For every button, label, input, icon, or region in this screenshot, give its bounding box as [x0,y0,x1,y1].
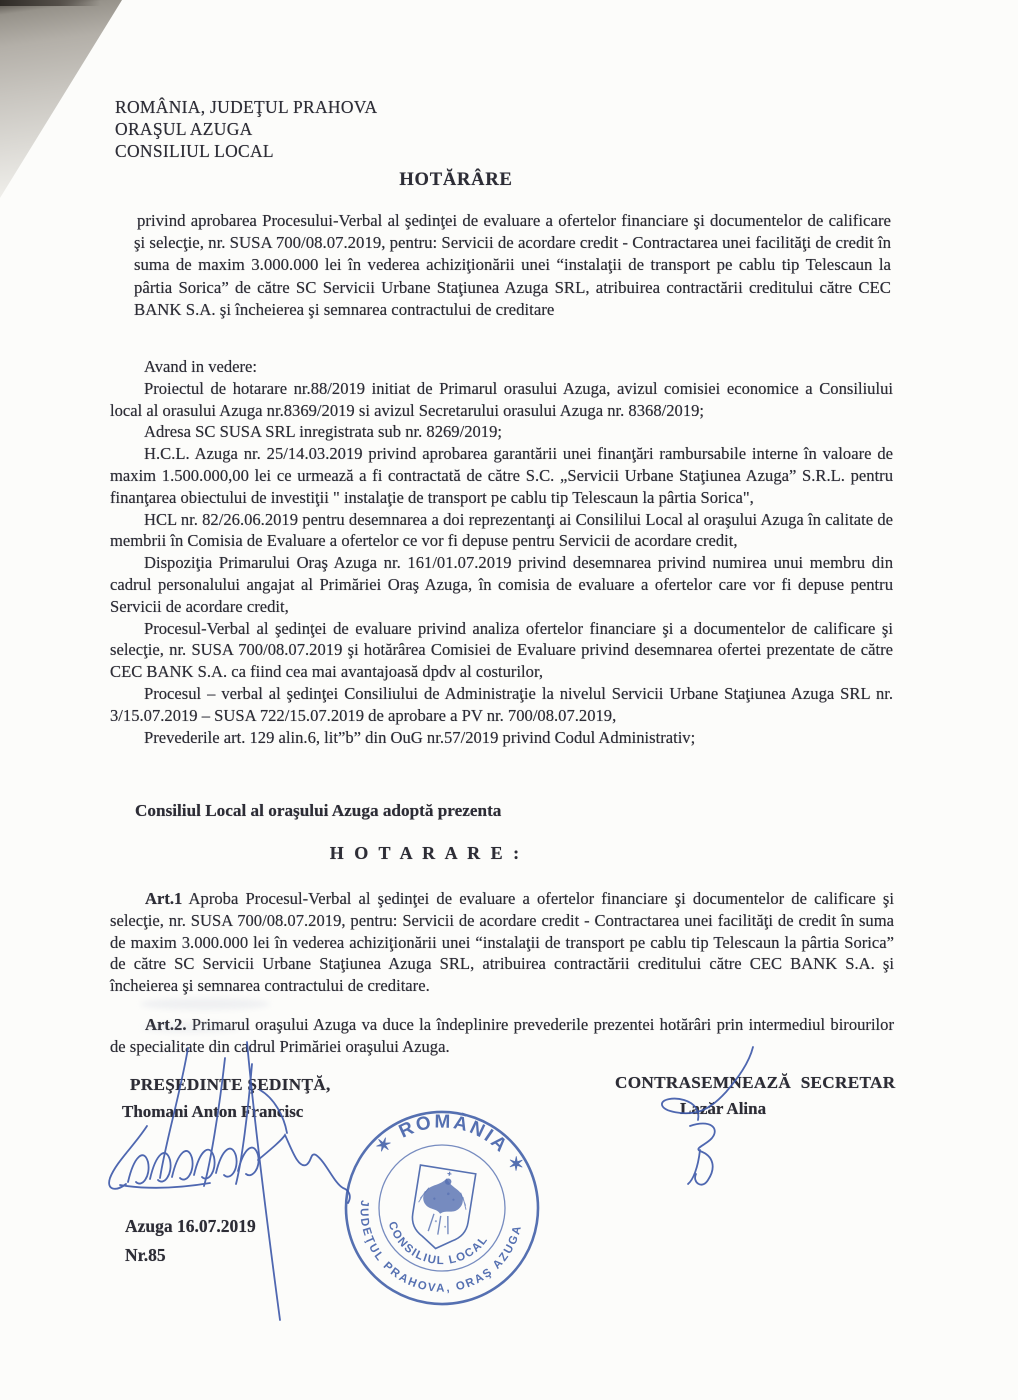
recital-item: HCL nr. 82/26.06.2019 pentru desemnarea a doi reprezentanţi ai Consililui Local al oraşului Azuga în calitate de membrii în Comisia de Evaluare a ofertelor ce vor fi depuse pentru Servicii de acordare credit, [110,509,893,551]
document-header [115,96,377,162]
president-name: Thomani Anton Francisc [122,1102,304,1121]
adoption-line: Consiliul Local al oraşului Azuga adoptă prezenta [135,801,502,820]
article-2 [110,1014,894,1058]
recital-item: Procesul-Verbal al şedinţei de evaluare privind analiza ofertelor financiare şi a documentelor de calificare şi selecţie, nr. SUSA 700/08.07.2019 şi hotărârea Comisiei de Evaluare privind desemnarea ofertei prezentate de către CEC BANK S.A. ca fiind cea mai avantajoasă dpdv al costurilor, [110,618,893,682]
recital-item: Dispoziţia Primarului Oraş Azuga nr. 161/01.07.2019 privind desemnarea privind numirea unui membru din cadrul personalului angajat al Primăriei Oraş Azuga, în comisia de evaluare a ofertelor care vor fi depuse pentru Servicii de acordare credit, [110,553,893,616]
secretary-role-label: CONTRASEMNEAZĂ SECRETAR [615,1073,896,1092]
president-role-label: PREŞEDINTE ŞEDINŢĂ, [130,1075,331,1094]
page-corner-fold [0,0,122,198]
page-corner-dark-edge [0,0,100,6]
header-line-city: ORAŞUL AZUGA [115,119,253,139]
recitals-intro: Avand in vedere: [144,357,258,376]
scan-smudge [142,1022,242,1033]
decision-heading: H O T A R A R E : [329,843,523,863]
document-subtitle: privind aprobarea Procesului-Verbal al şedinţei de evaluare a ofertelor financiare şi documentelor de calificare şi selecţie, nr. SUSA 700/08.07.2019, pentru: Servicii de acordare credit - Contractarea unei facilităţi de credit în suma de maxim 3.000.000 lei în vederea achiziţionării unei “instalaţii de transport pe cablu tip Telescaun la pârtia Sorica” de către SC Servicii Urbane Staţiunea Azuga SRL, atribuirea contractării creditului către CEC BANK S.A. şi încheierea şi semnarea contractului de creditare [134,210,891,319]
article-2-label: Art.2. [145,1014,187,1034]
article-2-text: Primarul oraşului Azuga va duce la îndeplinire prevederile prezentei hotărâri prin intermediul birourilor de specialitate din cadrul Primăriei oraşului Azuga. [110,1014,894,1056]
stamp-council-text: CONSILIUL LOCAL [385,1220,491,1268]
eagle-icon [414,1168,471,1239]
article-1-label: Art.1 [145,889,183,908]
decision-number: Nr.85 [125,1245,166,1265]
secretary-name: Lazăr Alina [680,1099,767,1118]
recital-item: Proiectul de hotarare nr.88/2019 initiat de Primarul orasului Azuga, avizul comisiei economice a Consiliului local al orasului Azuga nr.8369/2019 si avizul Secretarului orasului Azuga nr. 8368/2019; [110,378,893,420]
article-1 [110,888,894,997]
recital-item: Procesul – verbal al şedinţei Consiliului de Administraţie la nivelul Servicii Urbane Staţiunea Azuga SRL nr. 3/15.07.2019 – SUSA 722/15.07.2019 de aprobare a PV nr. 700/08.07.2019, [110,683,893,725]
recital-item: H.C.L. Azuga nr. 25/14.03.2019 privind aprobarea garantării unei finanţări rambursabile interne în valoare de maxim 1.500.000,00 lei ce urmează a fi contractată de către S.C. „Servicii Urbane Staţiunea Azuga” S.R.L. pentru finanţarea obiectului de investiţii " instalaţie de transport pe cablu tip Telescaun la pârtia Sorica", [110,444,893,507]
stamp-coat-of-arms [408,1165,476,1253]
official-round-stamp [340,1104,544,1312]
header-line-country-county: ROMÂNIA, JUDEŢUL PRAHOVA [115,97,378,117]
recital-item: Prevederile art. 129 alin.6, lit”b” din OuG nr.57/2019 privind Codul Administrativ; [144,727,696,747]
article-1-text: Aproba Procesul-Verbal al şedinţei de evaluare a ofertelor financiare şi documentelor de calificare şi selecţie, nr. SUSA 700/08.07.2019, pentru: Servicii de acordare credit - Contractarea unei facilităţi de credit în suma de maxim 3.000.000 lei în vederea achiziţionării unei “instalaţii de transport pe cablu tip Telescaun la pârtia Sorica” de către SC Servicii Urbane Staţiunea Azuga SRL, atribuirea contractării creditului către CEC BANK S.A. şi încheierea şi semnarea contractului de creditare. [110,889,894,996]
issue-place-date: Azuga 16.07.2019 [125,1216,256,1236]
document-title: HOTĂRÂRE [399,170,513,190]
header-line-council: CONSILIUL LOCAL [115,141,274,161]
recital-item: Adresa SC SUSA SRL inregistrata sub nr. 8269/2019; [144,422,502,442]
recitals-section [110,356,893,748]
stamp-country-text: ✶ ROMÂNIA ✶ [371,1111,530,1179]
scan-smudge [140,998,270,1010]
articles-section [110,888,894,1058]
stamp-county-city-text: JUDEŢUL PRAHOVA, ORAŞ AZUGA [357,1199,525,1295]
